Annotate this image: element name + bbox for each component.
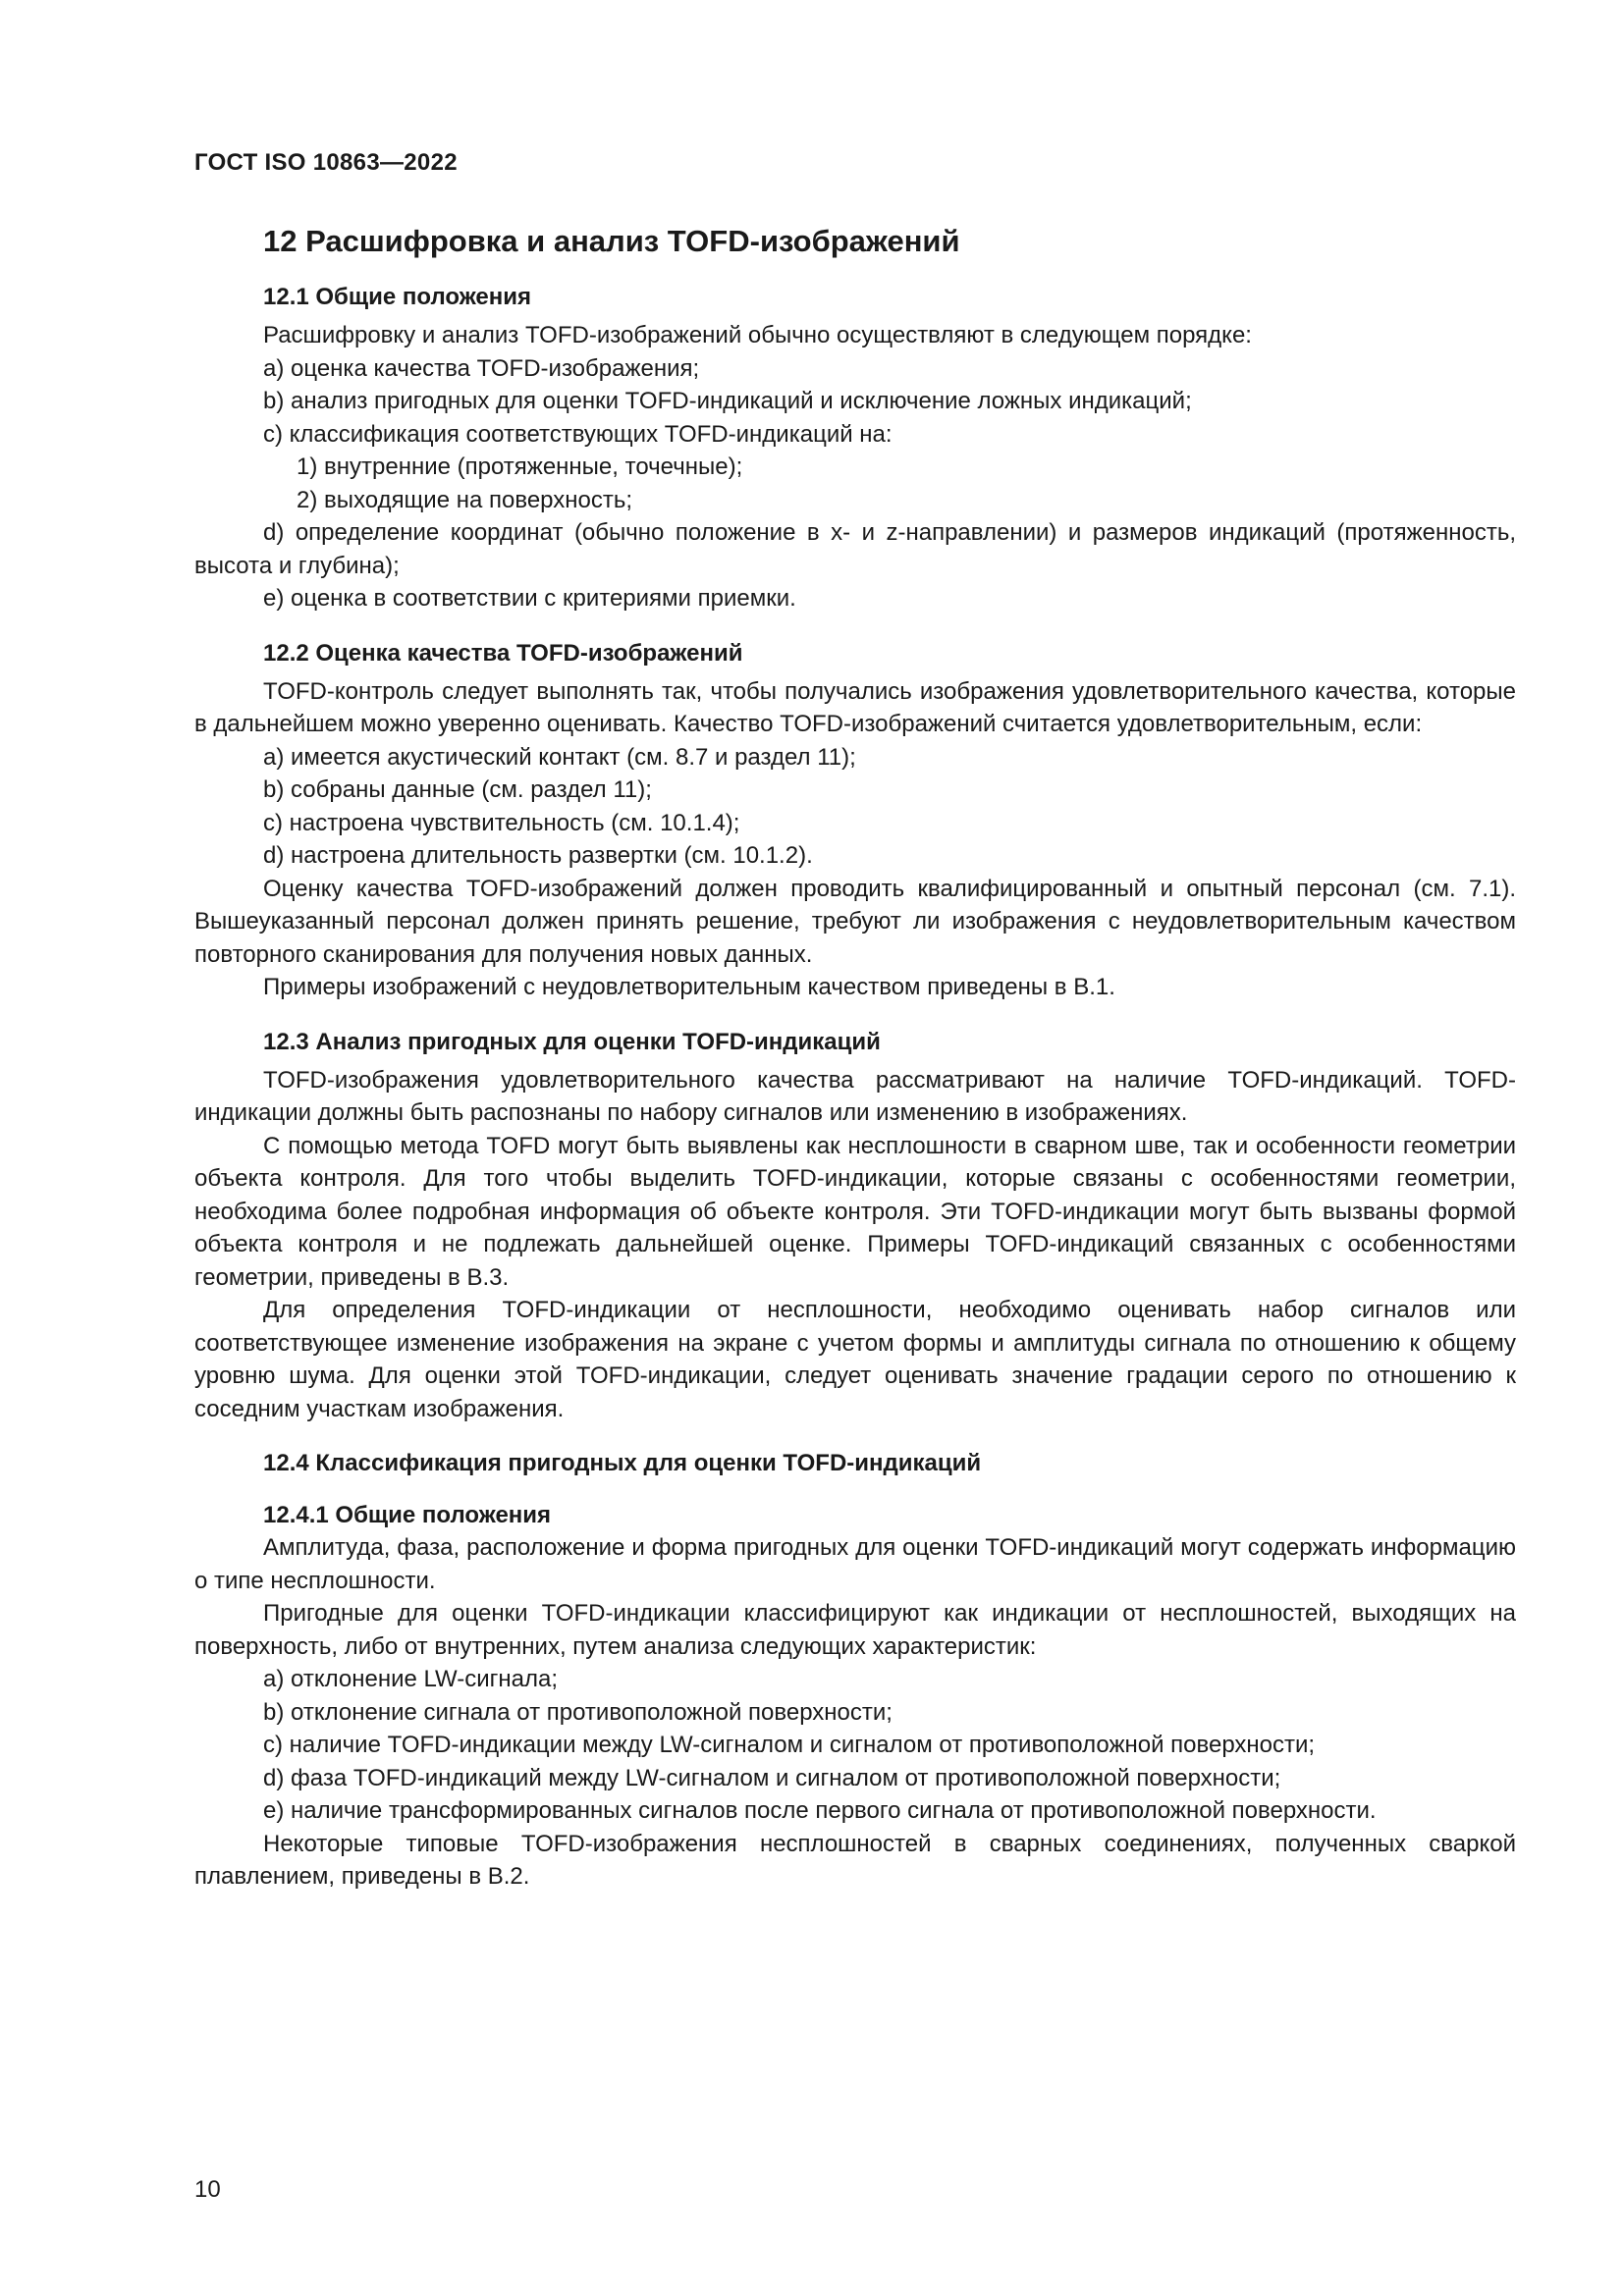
sub-list-item: 2) выходящие на поверхность; [297, 486, 633, 513]
subsection-heading-12-3: 12.3 Анализ пригодных для оценки TOFD-индикаций [263, 1028, 881, 1055]
running-header: ГОСТ ISO 10863—2022 [194, 149, 458, 176]
list-item: с) классификация соответствующих TOFD-индикаций на: [263, 420, 893, 448]
subsection-heading-12-2: 12.2 Оценка качества TOFD-изображений [263, 639, 743, 667]
paragraph: TOFD-контроль следует выполнять так, чтобы получались изображения удовлетворительного качества, которые в дальнейшем можно уверенно оценивать. Качество TOFD-изображений считается удовлетворительным, если: [194, 677, 1516, 737]
list-item: а) отклонение LW-сигнала; [263, 1666, 559, 1692]
list-item: b) собраны данные (см. раздел 11); [263, 776, 652, 803]
paragraph: Некоторые типовые TOFD-изображения несплошностей в сварных соединениях, полученных сваркой плавлением, приведены в В.2. [194, 1830, 1516, 1890]
list-item: а) имеется акустический контакт (см. 8.7 и раздел 11); [263, 743, 856, 771]
subsection-heading-12-1: 12.1 Общие положения [263, 284, 532, 310]
list-item: с) настроена чувствительность (см. 10.1.4); [263, 809, 740, 836]
paragraph: Пригодные для оценки TOFD-индикации классифицируют как индикации от несплошностей, выходящих на поверхность, либо от внутренних, путем анализа следующих характеристик: [194, 1600, 1516, 1660]
list-item: b) отклонение сигнала от противоположной поверхности; [263, 1698, 893, 1726]
subsection-heading-12-4-1: 12.4.1 Общие положения [263, 1502, 552, 1528]
list-item: d) фаза TOFD-индикаций между LW-сигналом и сигналом от противоположной поверхности; [263, 1764, 1281, 1791]
section-title: 12 Расшифровка и анализ TOFD-изображений [263, 224, 960, 258]
list-item: а) оценка качества TOFD-изображения; [263, 354, 700, 382]
list-item: е) оценка в соответствии с критериями приемки. [263, 585, 796, 612]
paragraph: Оценку качества TOFD-изображений должен проводить квалифицированный и опытный персонал (см. 7.1). Вышеуказанный персонал должен принять решение, требуют ли изображения с неудовлетворительным качеством повторного сканирования для получения новых данных. [194, 875, 1516, 968]
sub-list-item: 1) внутренние (протяженные, точечные); [297, 454, 743, 480]
subsection-heading-12-4: 12.4 Классификация пригодных для оценки TOFD-индикаций [263, 1450, 982, 1476]
page-number: 10 [194, 2176, 221, 2203]
paragraph: Примеры изображений с неудовлетворительным качеством приведены в В.1. [263, 974, 1115, 1000]
list-item: d) настроена длительность развертки (см. 10.1.2). [263, 842, 813, 869]
page-content [194, 222, 1516, 1894]
paragraph: Амплитуда, фаза, расположение и форма пригодных для оценки TOFD-индикаций могут содержать информацию о типе несплошности. [194, 1534, 1516, 1594]
list-item: е) наличие трансформированных сигналов после первого сигнала от противоположной поверхности. [263, 1797, 1377, 1824]
list-item: с) наличие TOFD-индикации между LW-сигналом и сигналом от противоположной поверхности; [263, 1732, 1316, 1758]
paragraph: TOFD-изображения удовлетворительного качества рассматривают на наличие TOFD-индикаций. TOFD-индикации должны быть распознаны по набору сигналов или изменению в изображениях. [194, 1066, 1516, 1126]
list-item: d) определение координат (обычно положение в x- и z-направлении) и размеров индикаций (протяженность, высота и глубина); [194, 519, 1516, 579]
paragraph: Для определения TOFD-индикации от несплошности, необходимо оценивать набор сигналов или соответствующее изменение изображения на экране с учетом формы и амплитуды сигнала по отношению к общему уровню шума. Для оценки этой TOFD-индикации, следует оценивать значение градации серого по отношению к соседним участкам изображения. [194, 1297, 1516, 1422]
paragraph: С помощью метода TOFD могут быть выявлены как несплошности в сварном шве, так и особенности геометрии объекта контроля. Для того чтобы выделить TOFD-индикации, которые связаны с особенностями геометрии, необходима более подробная информация об объекте контроля. Эти TOFD-индикации могут быть вызваны формой объекта контроля и не подлежать дальнейшей оценке. Примеры TOFD-индикаций связанных с особенностями геометрии, приведены в В.3. [194, 1132, 1516, 1291]
list-item: b) анализ пригодных для оценки TOFD-индикаций и исключение ложных индикаций; [263, 388, 1192, 414]
paragraph: Расшифровку и анализ TOFD-изображений обычно осуществляют в следующем порядке: [263, 322, 1252, 348]
